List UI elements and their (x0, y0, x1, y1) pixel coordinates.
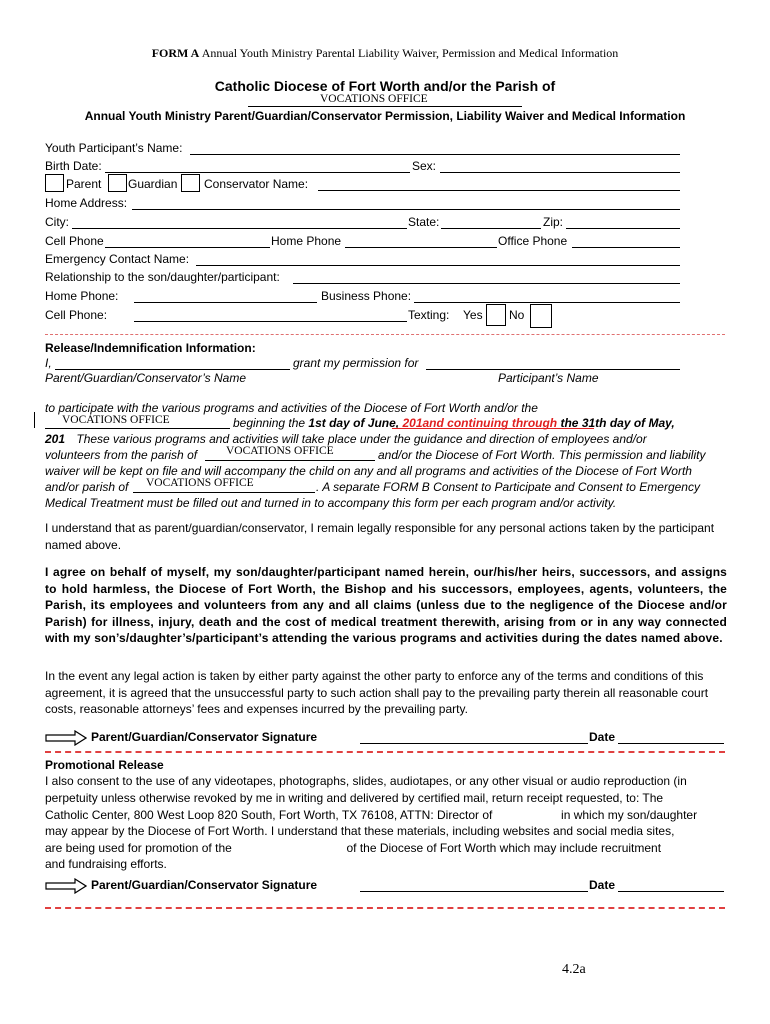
arrow-icon (45, 730, 87, 746)
conservator-name-field[interactable] (318, 190, 680, 191)
texting-yes-label: Yes (463, 308, 483, 322)
texting-yes-checkbox[interactable] (486, 304, 506, 326)
participant-name-label: Youth Participant’s Name: (45, 141, 183, 155)
relationship-field[interactable] (293, 283, 680, 284)
responsible-paragraph: I understand that as parent/guardian/conservator, I remain legally responsible for any personal actions taken by the participant named above. (45, 521, 715, 552)
arrow-icon-2 (45, 878, 87, 894)
grant-text: grant my permission for (293, 356, 419, 370)
signature-field-2[interactable] (360, 891, 588, 892)
date-label-2: Date (589, 878, 616, 892)
home-phone-field[interactable] (345, 247, 497, 248)
emergency-contact-label: Emergency Contact Name: (45, 252, 190, 266)
release-line-7: Medical Treatment must be filled out and turned in to accompany this form per each program and/or activity. (45, 496, 617, 510)
guardian-checkbox[interactable] (108, 174, 127, 192)
parent-label: Parent (66, 177, 102, 191)
parent-checkbox[interactable] (45, 174, 64, 192)
vocations-fill-2: VOCATIONS OFFICE (226, 445, 334, 457)
business-phone-field[interactable] (414, 302, 680, 303)
participant-name-field[interactable] (190, 154, 680, 155)
page-number: 4.2a (562, 962, 586, 977)
guardian-name-caption: Parent/Guardian/Conservator’s Name (45, 371, 246, 385)
sex-field[interactable] (440, 172, 680, 173)
home-phone2-field[interactable] (134, 302, 317, 303)
diocese-title: Catholic Diocese of Fort Worth and/or the Parish of (214, 78, 556, 94)
conservator-name-label: Conservator Name: (204, 177, 309, 191)
texting-no-label: No (509, 308, 525, 322)
participant-name-release-field[interactable] (426, 369, 680, 370)
vocations-line-2[interactable] (205, 460, 375, 461)
texting-label: Texting: (408, 308, 450, 322)
promo-heading: Promotional Release (45, 758, 164, 772)
cell-phone2-field[interactable] (134, 321, 407, 322)
red-underline (392, 428, 594, 429)
zip-field[interactable] (566, 228, 680, 229)
release-i-label: I, (45, 356, 52, 370)
release-line-3-text: These various programs and activities will take place under the guidance and direction of employees and/or (76, 432, 647, 446)
promo-line-3 (45, 808, 697, 822)
participant-name-caption: Participant’s Name (498, 371, 599, 385)
date-label-1: Date (589, 730, 616, 744)
office-phone-label: Office Phone (498, 234, 568, 248)
promo-line-3-text: Catholic Center, 800 West Loop 820 South, Fort Worth, TX 76108, ATTN: Director of (45, 808, 493, 822)
separator-1 (45, 334, 725, 335)
parish-value: VOCATIONS OFFICE (320, 93, 428, 105)
form-header-title: Annual Youth Ministry Parental Liability Waiver, Permission and Medical Information (201, 46, 619, 60)
form-subtitle: Annual Youth Ministry Parent/Guardian/Conservator Permission, Liability Waiver and Medical Information (84, 109, 686, 123)
legal-paragraph: In the event any legal action is taken by either party against the other party to enforce any of the terms and conditions of this agreement, it is agreed that the unsuccessful party to such action shall pay to the prevailing party therein all reasonable court costs, reasonable attorneys’ fees and expenses incurred by the prevailing party. (45, 669, 709, 717)
separator-3 (45, 907, 725, 909)
promo-line-2: perpetuity unless otherwise revoked by me in writing and delivered by certified mail, return receipt requested, to: The (45, 791, 664, 805)
parish-line (248, 106, 522, 107)
emergency-contact-field[interactable] (196, 265, 680, 266)
promo-line-5-start: are being used for promotion of the (45, 841, 232, 855)
date-field-1[interactable] (618, 743, 724, 744)
beginning-text: beginning the (233, 416, 306, 430)
cell-phone2-label: Cell Phone: (45, 308, 108, 322)
signature-field-1[interactable] (360, 743, 588, 744)
conservator-checkbox[interactable] (181, 174, 200, 192)
home-address-label: Home Address: (45, 196, 128, 210)
promo-line-6: and fundraising efforts. (45, 857, 167, 871)
birth-date-field[interactable] (105, 172, 410, 173)
vocations-line-3[interactable] (133, 492, 315, 493)
release-heading: Release/Indemnification Information: (45, 341, 256, 355)
text-cursor (34, 412, 35, 428)
release-line-4-rest: and/or the Diocese of Fort Worth. This permission and liability (378, 448, 706, 462)
state-label: State: (408, 215, 440, 229)
vocations-fill-1: VOCATIONS OFFICE (62, 414, 170, 426)
vocations-fill-3: VOCATIONS OFFICE (146, 477, 254, 489)
cell-phone-label: Cell Phone (45, 234, 104, 248)
release-line-3 (45, 432, 647, 446)
release-line-6-start: and/or parish of (45, 480, 129, 494)
agree-paragraph: I agree on behalf of myself, my son/daughter/participant named herein, our/his/her heirs, successors, and assigns to hold harmless, the Diocese of Fort Worth, the Bishop and his successors, employees, agents, volunteers, the Parish, its employees and volunteers from any and all claims (unless due to the negligence of the Diocese and/or Parish) for illness, injury, death and the cost of medical treatment therewith, arising from or in any way connected with my son’s/daughter’s/participant’s attending the various programs and activities during the dates named above. (45, 565, 727, 646)
year-end: 201 (45, 432, 66, 446)
release-line-1: to participate with the various programs and activities of the Diocese of Fort Worth and/or the (45, 401, 538, 415)
release-line-4-start: volunteers from the parish of (45, 448, 198, 462)
year-start: 201 (402, 416, 423, 430)
signature-label-2: Parent/Guardian/Conservator Signature (91, 878, 318, 892)
home-address-field[interactable] (132, 209, 680, 210)
city-label: City: (45, 215, 69, 229)
separator-2 (45, 751, 725, 753)
promo-line-5-end: of the Diocese of Fort Worth which may include recruitment (346, 841, 662, 855)
end-day-text: the 31th day of May, (560, 416, 675, 430)
office-phone-field[interactable] (572, 247, 680, 248)
home-phone-label: Home Phone (271, 234, 342, 248)
vocations-line-1[interactable] (45, 428, 230, 429)
release-line-5: waiver will be kept on file and will accompany the child on any and all programs and activities of the Diocese of Fort Worth (45, 464, 692, 478)
birth-date-label: Birth Date: (45, 159, 102, 173)
form-label: FORM A (151, 46, 200, 60)
promo-line-1: I also consent to the use of any videotapes, photographs, slides, audiotapes, or any other visual or audio reproduction (in (45, 774, 687, 788)
form-header (0, 46, 770, 61)
promo-line-5 (45, 841, 661, 855)
state-field[interactable] (441, 228, 541, 229)
city-field[interactable] (72, 228, 407, 229)
home-phone2-label: Home Phone: (45, 289, 119, 303)
release-line-6-rest: . A separate FORM B Consent to Participate and Consent to Emergency (316, 480, 700, 494)
promo-line-4: may appear by the Diocese of Fort Worth. I understand that these materials, including websites and social media sites, (45, 824, 675, 838)
texting-no-checkbox[interactable] (530, 304, 552, 328)
signature-label-1: Parent/Guardian/Conservator Signature (91, 730, 318, 744)
guardian-label: Guardian (128, 177, 178, 191)
promo-line-3-end: in which my son/daughter (561, 808, 698, 822)
cell-phone-field[interactable] (105, 247, 270, 248)
continuing-text: and continuing through (422, 416, 558, 430)
guardian-name-field[interactable] (55, 369, 290, 370)
sex-label: Sex: (412, 159, 437, 173)
first-day-text: 1st day of June, (308, 416, 400, 430)
date-field-2[interactable] (618, 891, 724, 892)
zip-label: Zip: (543, 215, 564, 229)
relationship-label: Relationship to the son/daughter/participant: (45, 270, 280, 284)
business-phone-label: Business Phone: (321, 289, 412, 303)
